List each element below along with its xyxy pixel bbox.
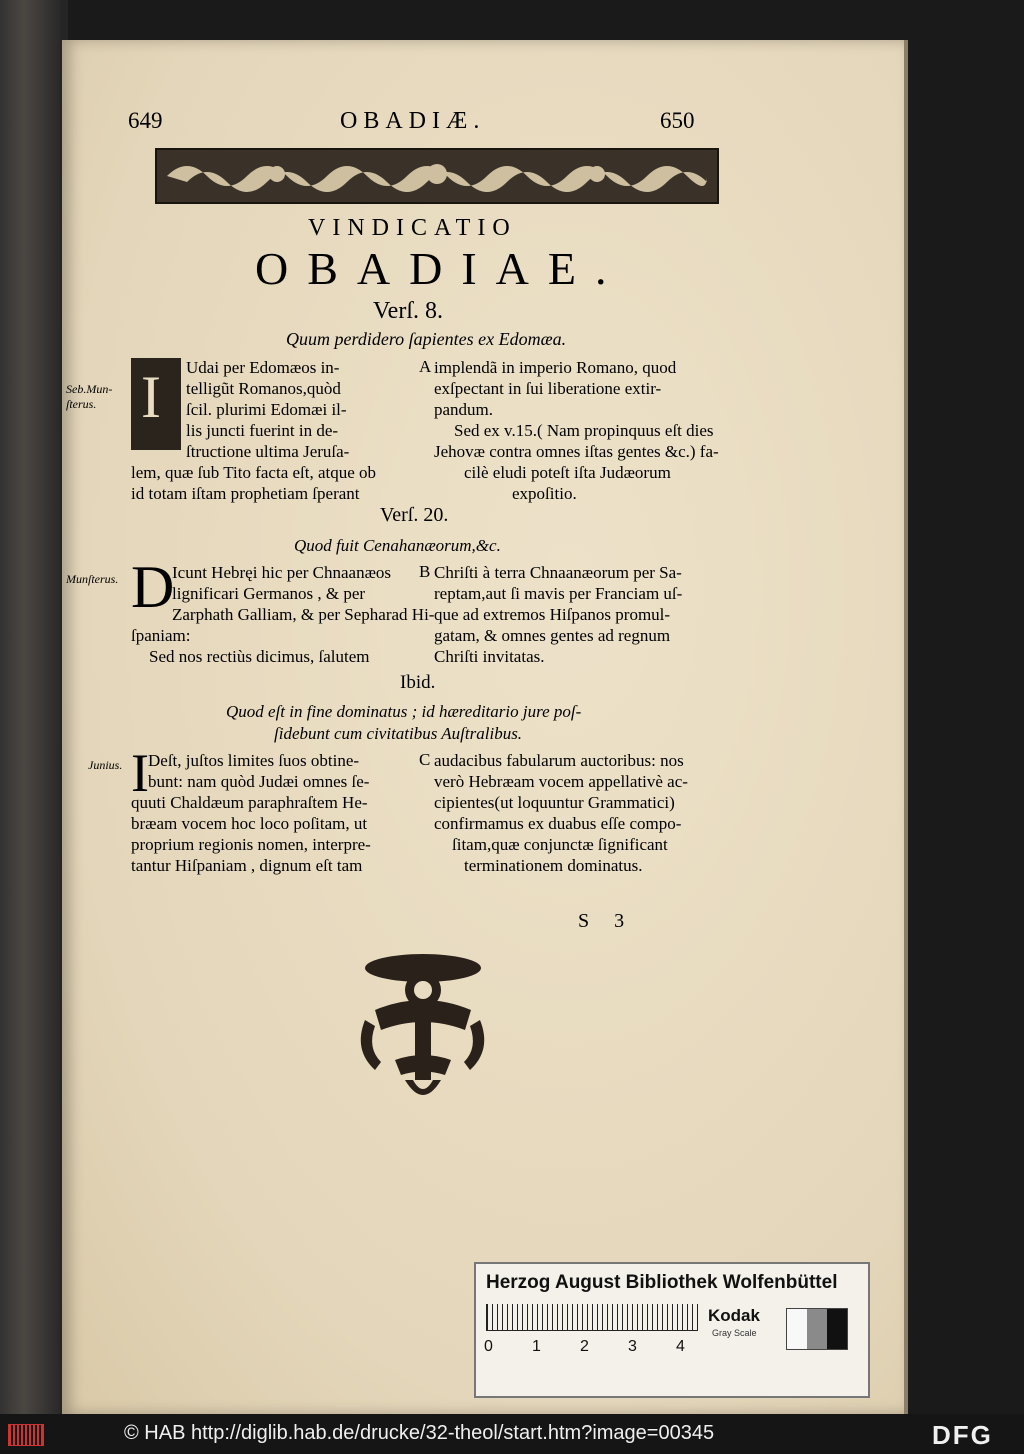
page-number-right: 650 — [660, 108, 695, 133]
page-edge — [904, 40, 908, 1414]
drop-cap-i: I — [131, 743, 149, 803]
drop-cap-d: D — [131, 554, 175, 620]
copyright-url[interactable]: © HAB http://diglib.hab.de/drucke/32-theol/start.htm?image=00345 — [124, 1422, 715, 1444]
lemma-verse-20: Quod fuit Cenahanæorum,&c. — [294, 536, 501, 555]
library-logo-icon — [8, 1424, 44, 1446]
library-name: Herzog August Bibliothek Wolfenbüttel — [486, 1272, 838, 1293]
column-marker-b: B — [419, 562, 431, 581]
margin-note-junius: Junius. — [88, 758, 123, 772]
margin-note-munsterus-2: Munſterus. — [66, 572, 119, 586]
footer-bar — [0, 1414, 1024, 1454]
ibid-heading: Ibid. — [400, 672, 436, 693]
woodcut-vignette — [345, 950, 500, 1110]
column-left-s3-top: Deſt, juſtos limites ſuos obtine- bunt: nam quòd Judæi omnes ſe- — [148, 751, 370, 791]
lemma-ibid-line2: ſidebunt cum civitatibus Auſtralibus. — [274, 724, 523, 743]
column-right-s2: Chriſti à terra Chnaanæorum per Sa- reptam,aut ſi mavis per Franciam uſ- que ad extremos Hiſpanos promul- gatam, & omnes gentes ad regnum Chriſti invitatas. — [434, 563, 683, 666]
verse-heading-20: Verſ. 20. — [380, 504, 449, 526]
lemma-verse-8: Quum perdidero ſapientes ex Edomæa. — [286, 329, 567, 349]
measurement-ruler — [486, 1304, 698, 1331]
verse-heading-8: Verſ. 8. — [373, 298, 443, 324]
column-left-s3-bottom: quuti Chaldæum paraphraſtem He- bræam vocem hoc loco poſitam, ut proprium regionis nomen, interpre- tantur Hiſpaniam , dignum eſt tam — [131, 793, 371, 875]
column-left-s2-bottom: ſpaniam: Sed nos rectiùs dicimus, ſalutem — [131, 626, 370, 666]
decorated-initial-box — [131, 358, 181, 450]
ornament-band — [155, 148, 719, 204]
column-left-s2-top: Icunt Hebręi hic per Chnaanæos lignificari Germanos , & per Zarphath Galliam, & per Sepharad Hi- — [172, 563, 435, 624]
heading-obadiae: OBADIAE. — [255, 243, 626, 294]
gray-scale-patches — [786, 1308, 848, 1350]
kodak-label: Kodak — [708, 1306, 760, 1325]
drop-cap-letter: I — [141, 364, 161, 430]
heading-vindicatio: VINDICATIO — [308, 215, 517, 241]
column-marker-c: C — [419, 750, 431, 769]
column-left-s1-top: Udai per Edomæos in- telligũt Romanos,quòd ſcil. plurimi Edomæi il- lis juncti fuerint in de- ſtructione ultima Jeruſa- — [186, 358, 350, 461]
column-right-s1: implendã in imperio Romano, quod exſpectant in ſui liberatione extir- pandum. Sed ex v.15.( Nam propinquus eſt dies Jehovæ contra omnes iſtas gentes &c.) fa- cilè eludi poteſt iſta Judæorum expoſitio. — [434, 358, 719, 503]
column-right-s3: audacibus fabularum auctoribus: nos verò Hebræam vocem appellativè ac- cipientes(ut loquuntur Grammatici) confirmamus ex duabus eſſe compo- ſitam,quæ conjunctæ ſignificant terminationem dominatus. — [434, 751, 688, 875]
dfg-logo: DFG — [932, 1420, 993, 1450]
running-title: OBADIÆ. — [340, 108, 486, 134]
left-book-edge — [0, 0, 68, 1414]
column-left-s1-bottom: lem, quæ ſub Tito facta eſt, atque ob id totam iſtam prophetiam ſperant — [131, 463, 377, 503]
page-number-left: 649 — [128, 108, 163, 133]
margin-note-munsterus-1: Seb.Mun- ſterus. — [66, 382, 113, 411]
signature-mark: S 3 — [578, 910, 635, 932]
library-color-card: Herzog August Bibliothek Wolfenbüttel 0 1 2 3 4 Kodak Gray Scale — [474, 1262, 870, 1398]
lemma-ibid-line1: Quod eſt in fine dominatus ; id hæreditario jure poſ- — [226, 702, 582, 721]
gray-scale-label: Gray Scale — [712, 1328, 757, 1338]
column-marker-a: A — [419, 357, 432, 376]
